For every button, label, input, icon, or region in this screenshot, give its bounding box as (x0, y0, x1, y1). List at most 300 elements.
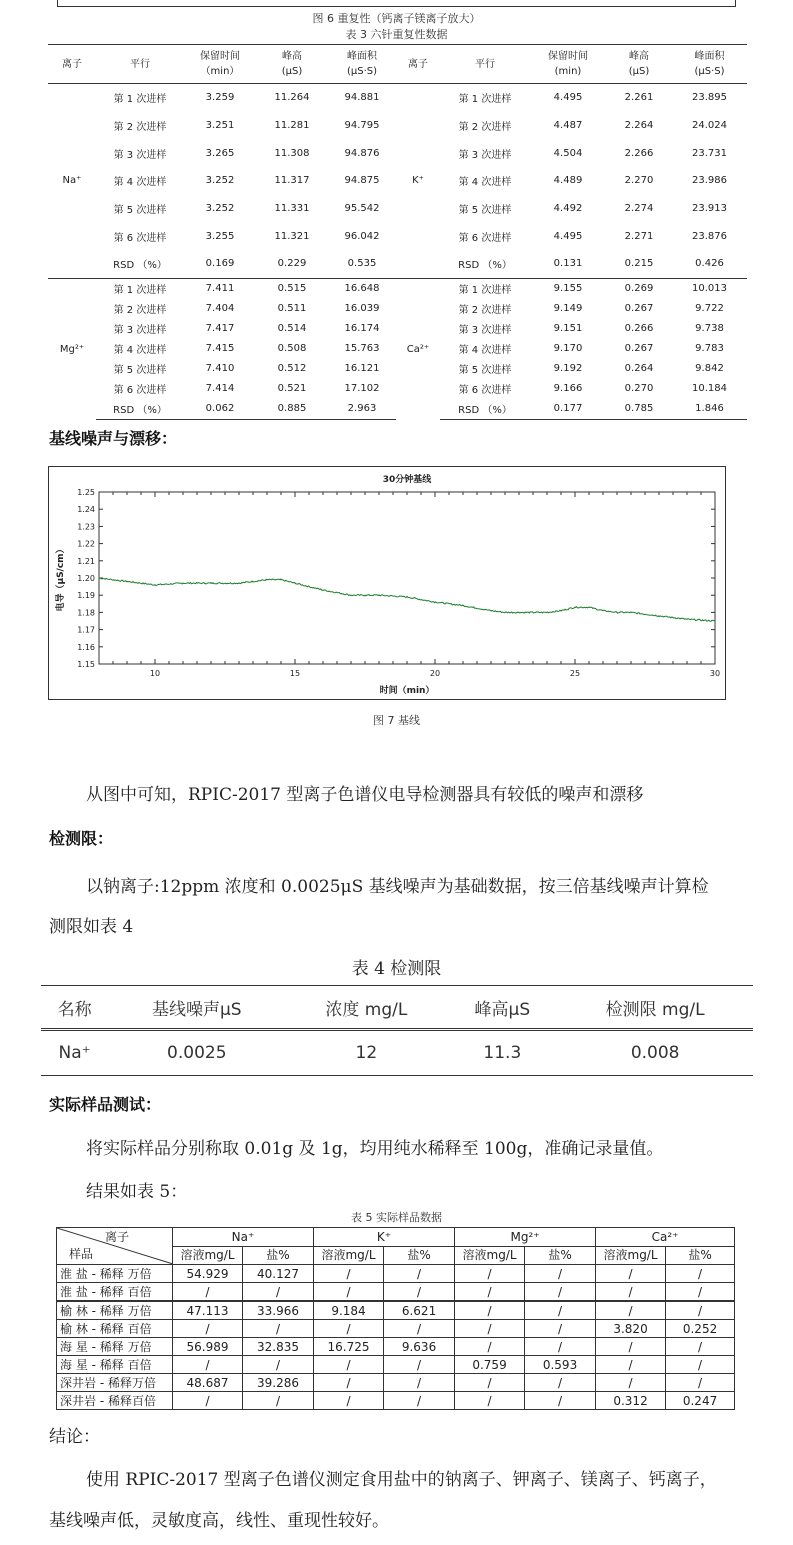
y-tick-label: 1.20 (77, 574, 95, 583)
table3-cell: 第 6 次进样 (113, 232, 167, 244)
table5-sub-salt: 盐% (525, 1246, 596, 1265)
table5-cell: / (384, 1283, 455, 1302)
corner-top-label: 离子 (105, 1230, 130, 1244)
table3-cell: 10.013 (672, 278, 747, 299)
table4-header-row (41, 986, 753, 1030)
table5-sample-name: 海 星 - 稀释 万倍 (57, 1338, 173, 1356)
table3-cell: 11.281 (274, 120, 310, 132)
baseline-data-point (406, 596, 407, 597)
baseline-data-point (182, 583, 183, 584)
table5-header-row (57, 1228, 735, 1247)
table3-cell: 0.511 (277, 303, 307, 315)
table3-cell: 4.495 (553, 92, 583, 104)
table3-cell: 第 6 次进样 (458, 232, 512, 244)
table3-cell: 17.102 (344, 383, 380, 395)
table3-cell: 11.331 (274, 203, 310, 215)
table3-ion-right: K⁺ (412, 175, 424, 187)
table3-cell: 第 5 次进样 (458, 365, 512, 377)
baseline-data-point (126, 581, 127, 582)
plot-area-border (99, 492, 715, 664)
baseline-data-point (602, 610, 603, 611)
baseline-data-point (518, 612, 519, 613)
table5-cell: / (314, 1265, 384, 1283)
table3-cell: 0.885 (256, 399, 328, 420)
baseline-data-point (434, 601, 435, 602)
table3-cell: 10.184 (692, 383, 727, 395)
table3-header-row (48, 45, 747, 84)
table3-cell: 0.229 (277, 258, 307, 270)
table4-cell: 0.008 (557, 1030, 753, 1076)
table5-cell: / (384, 1320, 455, 1338)
table3-cell: 24.024 (692, 120, 727, 132)
table3-cell: 0.266 (624, 323, 654, 335)
table5-sample-name: 淮 盐 - 稀释 百倍 (57, 1283, 173, 1302)
table3-ion-right: Ca²⁺ (396, 278, 440, 419)
table5-cell: 48.687 (173, 1374, 243, 1392)
table3-cell: 第 3 次进样 (458, 325, 512, 337)
table3-cell: 7.411 (184, 278, 256, 299)
table5-cell: / (173, 1356, 243, 1374)
table5-cell: / (455, 1301, 525, 1320)
table5-cell: 39.286 (243, 1374, 314, 1392)
table3-cell: 11.264 (274, 92, 310, 104)
conclusion-line-1: 使用 RPIC-2017 型离子色谱仪测定食用盐中的钠离子、钾离子、镁离子、钙离子， (86, 1470, 717, 1490)
table5-cell: / (384, 1356, 455, 1374)
table5-cell: 40.127 (243, 1265, 314, 1283)
table3-cell: 23.876 (692, 230, 727, 242)
table5-cell: / (525, 1265, 596, 1283)
paragraph-lod-1: 以钠离子:12ppm 浓度和 0.0025μS 基线噪声为基础数据，按三倍基线噪声计算检 (86, 877, 709, 897)
table3-cell: 0.521 (277, 383, 307, 395)
table3-cell: 第 4 次进样 (458, 177, 512, 189)
table3-cell: 0.508 (277, 343, 307, 355)
table4-header-cell: 浓度 mg/L (285, 986, 447, 1030)
table3-cell: 0.131 (553, 258, 583, 270)
table5-row (57, 1265, 735, 1283)
table3-cell: 23.895 (692, 92, 727, 104)
table3-cell: 2.261 (624, 92, 654, 104)
table3-cell: 0.215 (624, 258, 654, 270)
table4-header-cell: 名称 (41, 986, 108, 1030)
table5-corner-cell (57, 1228, 173, 1265)
table5-cell: / (666, 1265, 735, 1283)
table5-cell: / (243, 1356, 314, 1374)
table3-cell: 11.308 (274, 147, 310, 159)
table5-cell: / (314, 1320, 384, 1338)
table5-cell: / (173, 1392, 243, 1410)
table3-cell: 2.274 (624, 203, 654, 215)
table5-sub-solution: 溶液mg/L (455, 1246, 525, 1265)
table5-cell: / (243, 1320, 314, 1338)
section-sample-heading: 实际样品测试： (49, 1095, 162, 1114)
table3-cell: RSD （%） (113, 260, 167, 272)
table3-cell: 2.264 (624, 120, 654, 132)
table3-cell: 9.155 (530, 278, 606, 299)
table3-header-cell: 保留时间 (min) (530, 45, 606, 84)
table5-title: 表 5 实际样品数据 (351, 1211, 442, 1224)
table5-cell: / (314, 1374, 384, 1392)
y-axis-label: 电导（μS/cm） (56, 544, 66, 612)
table3-cell: 第 5 次进样 (458, 205, 512, 217)
baseline-data-point (98, 577, 99, 578)
table5-cell: 54.929 (173, 1265, 243, 1283)
table5-row (57, 1320, 735, 1338)
table5-sample-name: 深井岩 - 稀释百倍 (57, 1392, 173, 1410)
table5-cell: / (455, 1320, 525, 1338)
table3-cell: 7.417 (205, 323, 235, 335)
table3-cell: 94.875 (344, 175, 380, 187)
table3-header-cell: 平行 (440, 45, 530, 84)
x-tick-label: 25 (569, 669, 581, 678)
y-tick-label: 1.23 (77, 522, 95, 532)
table5-cell: 9.184 (314, 1301, 384, 1320)
table3-cell: 9.151 (553, 323, 583, 335)
table5-cell: / (384, 1392, 455, 1410)
y-tick-label: 1.15 (77, 660, 95, 669)
table3-cell: 9.783 (695, 343, 724, 355)
baseline-data-point (574, 607, 575, 608)
table5-cell: / (666, 1301, 735, 1320)
table5-cell: / (525, 1320, 596, 1338)
table3-cell: 第 3 次进样 (113, 149, 167, 161)
table3-cell: 0.264 (624, 363, 654, 375)
table3-cell: 0.269 (606, 278, 672, 299)
baseline-data-point (588, 607, 589, 608)
table3-cell: 0.514 (277, 323, 307, 335)
table4-header-cell: 检测限 mg/L (557, 986, 753, 1030)
table3-cell: 0.267 (624, 303, 654, 315)
y-tick-label: 1.16 (77, 642, 95, 652)
x-tick-label: 15 (289, 669, 301, 678)
table5-cell: 56.989 (173, 1338, 243, 1356)
baseline-data-point (378, 595, 379, 596)
table3-cell: RSD （%） (96, 399, 184, 420)
y-tick-label: 1.17 (77, 625, 95, 635)
table3-cell: 第 1 次进样 (113, 94, 167, 106)
table5-row (57, 1392, 735, 1410)
x-tick-label: 10 (149, 669, 161, 678)
table5-sample-name: 海 星 - 稀释 百倍 (57, 1356, 173, 1374)
table5-ion-header: Na⁺ (173, 1228, 314, 1247)
table5-cell: / (314, 1283, 384, 1302)
table3-cell: 3.259 (205, 92, 235, 104)
table3-cell: 第 3 次进样 (113, 325, 167, 337)
x-axis-label: 时间（min） (379, 686, 435, 696)
table3-cell: 第 1 次进样 (458, 94, 512, 106)
table5-cell: / (666, 1283, 735, 1302)
table5-cell: / (525, 1283, 596, 1302)
table5-ion-header: Mg²⁺ (455, 1228, 596, 1247)
table3-cell: 0.426 (695, 258, 724, 270)
baseline-data-point (350, 595, 351, 596)
table3-cell: 0.270 (624, 383, 654, 395)
y-tick-label: 1.25 (77, 488, 95, 497)
table3-cell: RSD （%） (440, 399, 530, 420)
table3-cell: 第 2 次进样 (458, 122, 512, 134)
table3-header-cell: 离子 (396, 45, 440, 84)
table3-cell: 95.542 (344, 203, 380, 215)
table3-cell: 3.252 (205, 175, 235, 187)
table5-sub-salt: 盐% (384, 1246, 455, 1265)
table3-cell: 23.731 (692, 147, 727, 159)
table3-cell: 2.266 (624, 147, 654, 159)
figure6-caption: 图 6 重复性（钙离子镁离子放大） (312, 12, 481, 25)
table5-cell: 0.247 (666, 1392, 735, 1410)
table3-cell: 3.252 (205, 203, 235, 215)
conclusion-line-2: 基线噪声低，灵敏度高，线性、重现性较好。 (49, 1511, 389, 1531)
table3-header-cell: 峰面积 (μS·S) (672, 45, 747, 84)
table5-cell: / (384, 1265, 455, 1283)
baseline-series-line (99, 578, 715, 621)
table3-body (48, 84, 747, 420)
table5-row (57, 1356, 735, 1374)
table5-cell: / (173, 1320, 243, 1338)
table5-cell: / (525, 1374, 596, 1392)
table5-cell: / (455, 1392, 525, 1410)
table5-row (57, 1338, 735, 1356)
table3-cell: 9.170 (553, 343, 583, 355)
baseline-data-point (658, 615, 659, 616)
table5-cell: / (525, 1301, 596, 1320)
table5-cell: 9.636 (384, 1338, 455, 1356)
table4-title: 表 4 检测限 (351, 959, 442, 979)
table3-cell: 4.495 (553, 230, 583, 242)
section-lod-heading: 检测限： (49, 829, 114, 848)
table3-cell: RSD （%） (458, 260, 512, 272)
table3-cell: 第 5 次进样 (113, 205, 167, 217)
table3-cell: 0.785 (606, 399, 672, 420)
table5-sample-name: 榆 林 - 稀释 百倍 (57, 1320, 173, 1338)
table3-cell: 16.121 (344, 363, 380, 375)
table5-cell: / (455, 1338, 525, 1356)
baseline-chart (49, 467, 725, 699)
table5-cell: / (666, 1374, 735, 1392)
table5-cell: 0.759 (455, 1356, 525, 1374)
table5-cell: 47.113 (173, 1301, 243, 1320)
table3-title: 表 3 六针重复性数据 (345, 28, 448, 41)
baseline-data-point (546, 612, 547, 613)
table5-sample-data (56, 1227, 735, 1410)
table5-cell: / (666, 1338, 735, 1356)
table3-header-cell: 峰高 (μS) (606, 45, 672, 84)
table5-cell: 0.252 (666, 1320, 735, 1338)
table3-cell: 9.149 (553, 303, 583, 315)
table5-cell: / (596, 1374, 666, 1392)
table5-sub-solution: 溶液mg/L (314, 1246, 384, 1265)
table3-cell: 96.042 (344, 230, 380, 242)
table5-cell: / (455, 1374, 525, 1392)
table3-cell: 7.415 (205, 343, 235, 355)
baseline-data-point (490, 610, 491, 611)
table3-cell: 2.963 (328, 399, 396, 420)
table3-cell: 11.321 (274, 230, 310, 242)
table3-cell: 第 2 次进样 (113, 122, 167, 134)
table3-cell: 第 4 次进样 (113, 345, 167, 357)
table5-cell: / (596, 1338, 666, 1356)
table5-cell: 0.312 (596, 1392, 666, 1410)
table3-cell: 9.738 (695, 323, 724, 335)
table5-cell: / (314, 1392, 384, 1410)
table3-cell: 94.795 (344, 120, 380, 132)
table3-cell: 9.166 (553, 383, 583, 395)
table3-cell: 0.512 (277, 363, 307, 375)
table5-sample-name: 淮 盐 - 稀释 万倍 (57, 1265, 173, 1283)
paragraph-lod-2: 测限如表 4 (49, 917, 134, 937)
table3-cell: 第 4 次进样 (458, 345, 512, 357)
baseline-data-point (154, 584, 155, 585)
baseline-data-point (616, 612, 617, 613)
paragraph-noise-drift: 从图中可知，RPIC-2017 型离子色谱仪电导检测器具有较低的噪声和漂移 (86, 785, 644, 805)
table3-cell: 11.317 (274, 175, 310, 187)
table3-cell: 2.271 (624, 230, 654, 242)
baseline-data-point (266, 579, 267, 580)
table3-header-cell: 峰面积 (μS·S) (328, 45, 396, 84)
table3-cell: 第 4 次进样 (113, 177, 167, 189)
table3-cell: 16.039 (344, 303, 380, 315)
table3-cell: 9.722 (695, 303, 724, 315)
table3-cell: 16.174 (344, 323, 380, 335)
table3-cell: 3.255 (205, 230, 235, 242)
baseline-chart-frame (48, 466, 726, 700)
table3-cell: 第 3 次进样 (458, 149, 512, 161)
table5-cell: / (596, 1283, 666, 1302)
table3-ion-left: Na⁺ (62, 175, 82, 187)
baseline-data-point (210, 583, 211, 584)
table5-cell: / (173, 1283, 243, 1302)
y-tick-label: 1.18 (77, 608, 95, 618)
baseline-data-point (238, 583, 239, 584)
table3-cell: 7.404 (205, 303, 235, 315)
table5-sub-salt: 盐% (666, 1246, 735, 1265)
table4-cell: 12 (285, 1030, 447, 1076)
table3-cell: 9.192 (553, 363, 583, 375)
table5-cell: / (525, 1338, 596, 1356)
y-tick-label: 1.24 (77, 505, 95, 515)
table5-cell: / (455, 1283, 525, 1302)
table4-data-row (41, 1030, 753, 1076)
table3-cell: 4.504 (553, 147, 583, 159)
table4-detection-limit (41, 985, 753, 1076)
table3-cell: 第 2 次进样 (113, 305, 167, 317)
table3-cell: 2.270 (624, 175, 654, 187)
baseline-data-point (280, 579, 281, 580)
paragraph-sample-2: 结果如表 5： (86, 1182, 188, 1202)
table3-row (48, 278, 747, 299)
table3-cell: 94.881 (344, 92, 380, 104)
x-tick-label: 30 (709, 669, 721, 678)
table3-cell: 4.487 (553, 120, 583, 132)
table3-cell: 0.062 (184, 399, 256, 420)
table3-cell: 9.842 (695, 363, 724, 375)
baseline-data-point (364, 595, 365, 596)
table3-ion-left: Mg²⁺ (48, 278, 96, 419)
table3-cell: 0.169 (205, 258, 235, 270)
table5-cell: 0.593 (525, 1356, 596, 1374)
y-tick-label: 1.21 (77, 556, 95, 566)
section-baseline-heading: 基线噪声与漂移： (49, 429, 178, 448)
table3-cell: 3.265 (205, 147, 235, 159)
table5-sample-name: 榆 林 - 稀释 万倍 (57, 1301, 173, 1320)
table5-cell: 3.820 (596, 1320, 666, 1338)
table5-ion-header: Ca²⁺ (596, 1228, 735, 1247)
table3-cell: 7.414 (205, 383, 235, 395)
table5-ion-header: K⁺ (314, 1228, 455, 1247)
table5-sub-salt: 盐% (243, 1246, 314, 1265)
table5-cell: / (596, 1301, 666, 1320)
table4-cell: 11.3 (447, 1030, 557, 1076)
table3-cell: 第 6 次进样 (458, 385, 512, 397)
baseline-data-point (252, 581, 253, 582)
baseline-data-point (686, 619, 687, 620)
table3-cell: 23.986 (692, 175, 727, 187)
table3-cell: 0.535 (347, 258, 377, 270)
table3-cell: 15.763 (344, 343, 380, 355)
table5-cell: / (596, 1356, 666, 1374)
baseline-data-point (504, 612, 505, 613)
table5-cell: 33.966 (243, 1301, 314, 1320)
table3-header-cell: 平行 (96, 45, 184, 84)
table5-row (57, 1301, 735, 1320)
table3-cell: 1.846 (672, 399, 747, 420)
table3-cell: 0.267 (624, 343, 654, 355)
baseline-data-point (294, 583, 295, 584)
table5-cell: / (314, 1356, 384, 1374)
table3-cell: 3.251 (205, 120, 235, 132)
table3-cell: 16.648 (328, 278, 396, 299)
table5-cell: / (455, 1265, 525, 1283)
table3-cell: 23.913 (692, 203, 727, 215)
table3-cell: 第 6 次进样 (113, 385, 167, 397)
figure6-frame-remnant (57, 0, 736, 7)
table3-row (48, 84, 747, 112)
figure7-caption: 图 7 基线 (373, 714, 420, 727)
table3-header-cell: 离子 (48, 45, 96, 84)
table5-cell: / (243, 1283, 314, 1302)
table4-cell: 0.0025 (108, 1030, 285, 1076)
table3-header-cell: 保留时间 （min） (184, 45, 256, 84)
table3-cell: 第 1 次进样 (96, 278, 184, 299)
table5-row (57, 1283, 735, 1302)
table3-cell: 7.410 (205, 363, 235, 375)
table3-cell: 4.489 (553, 175, 583, 187)
table5-cell: 32.835 (243, 1338, 314, 1356)
chart-title: 30分钟基线 (382, 475, 432, 485)
table5-cell: 16.725 (314, 1338, 384, 1356)
table5-sample-name: 深井岩 - 稀释万倍 (57, 1374, 173, 1392)
table3-cell: 94.876 (344, 147, 380, 159)
table3-header-cell: 峰高 (μS) (256, 45, 328, 84)
table5-cell: / (596, 1265, 666, 1283)
paragraph-sample-1: 将实际样品分别称取 0.01g 及 1g，均用纯水稀释至 100g，准确记录量值。 (86, 1139, 664, 1159)
table5-sub-solution: 溶液mg/L (596, 1246, 666, 1265)
table5-cell: 6.621 (384, 1301, 455, 1320)
table4-header-cell: 峰高μS (447, 986, 557, 1030)
table5-cell: / (666, 1356, 735, 1374)
table5-cell: / (384, 1374, 455, 1392)
baseline-data-point (560, 610, 561, 611)
x-tick-label: 20 (429, 669, 441, 678)
table4-header-cell: 基线噪声μS (108, 986, 285, 1030)
table3-cell: 第 5 次进样 (113, 365, 167, 377)
baseline-data-point (630, 612, 631, 613)
conclusion-heading: 结论： (49, 1427, 100, 1447)
baseline-data-point (462, 605, 463, 606)
baseline-data-point (714, 620, 715, 621)
table3-cell: 4.492 (553, 203, 583, 215)
y-tick-label: 1.22 (77, 539, 95, 549)
table5-row (57, 1374, 735, 1392)
table3-cell: 0.515 (256, 278, 328, 299)
